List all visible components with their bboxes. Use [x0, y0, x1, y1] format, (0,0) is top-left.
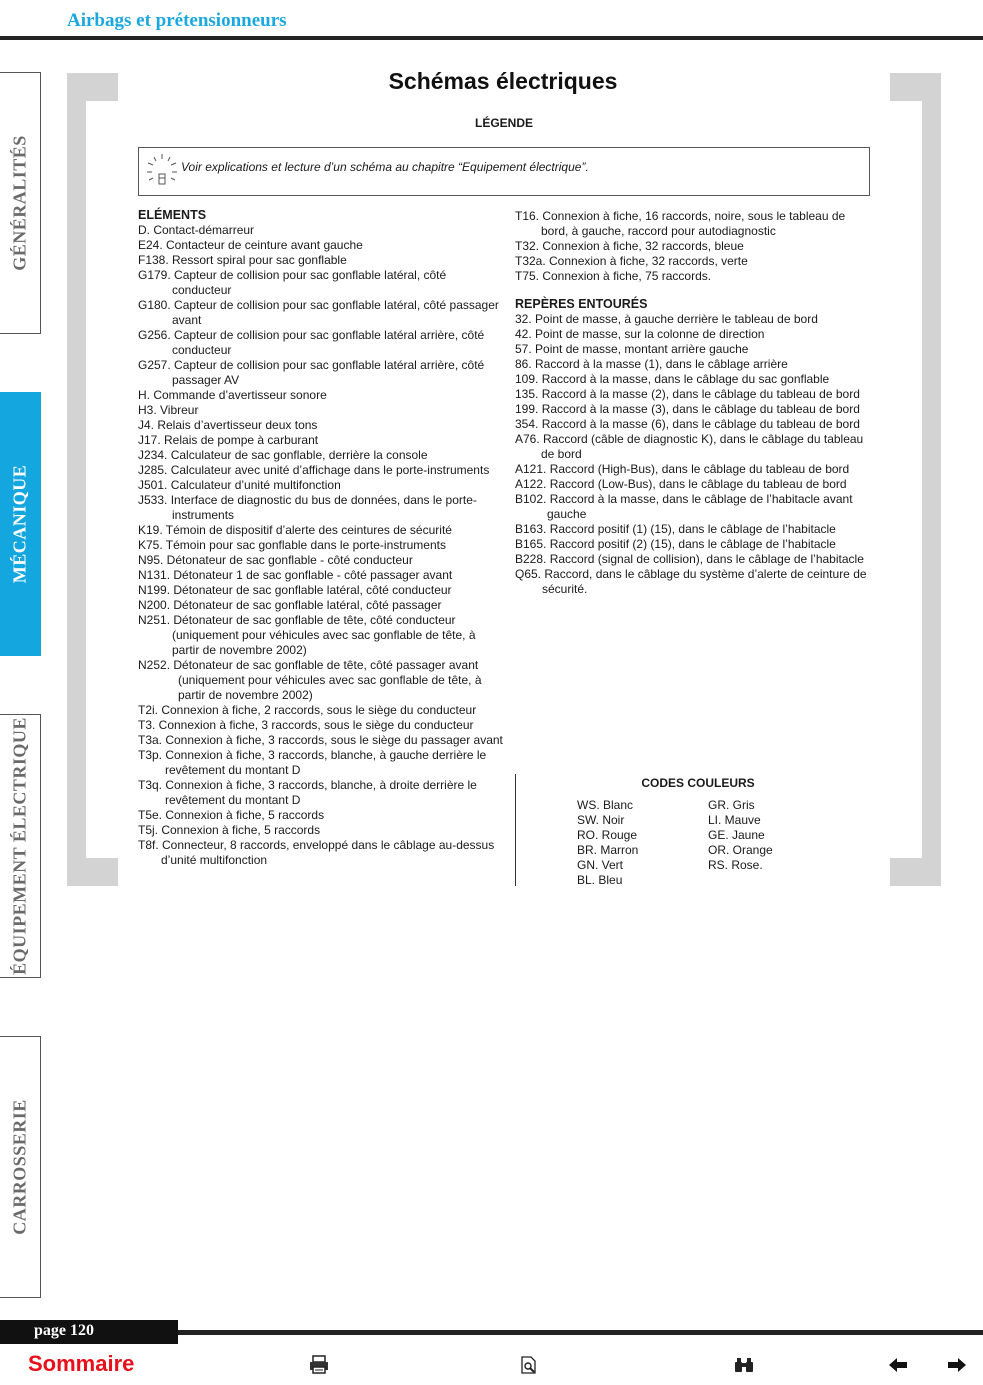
list-item: 135. Raccord à la masse (2), dans le câblage du tableau de bord — [515, 387, 860, 401]
frame-left-bar — [67, 73, 86, 886]
list-item: N252. Détonateur de sac gonflable de tête, côté passager avant (uniquement pour véhicules avec sac gonflable de tête, à partir de novembre 2002) — [138, 658, 482, 702]
list-item: H3. Vibreur — [138, 403, 199, 417]
color-code: SW. Noir — [577, 813, 625, 827]
lightbulb-icon — [145, 152, 179, 188]
list-item: J17. Relais de pompe à carburant — [138, 433, 319, 447]
list-item: 109. Raccord à la masse, dans le câblage du sac gonflable — [515, 372, 830, 386]
header-rule — [0, 36, 983, 40]
list-item: B165. Raccord positif (2) (15), dans le câblage de l’habitacle — [515, 537, 836, 551]
list-item: H. Commande d’avertisseur sonore — [138, 388, 327, 402]
list-item: T3p. Connexion à fiche, 3 raccords, blanche, à gauche derrière le revêtement du montant D — [138, 748, 487, 777]
list-item: T16. Connexion à fiche, 16 raccords, noire, sous le tableau de bord, à gauche, raccord pour autodiagnostic — [515, 209, 846, 238]
frame-right-bar — [922, 73, 941, 886]
list-item: K19. Témoin de dispositif d’alerte des ceintures de sécurité — [138, 523, 452, 537]
tab-equipement-electrique-label: ÉQUIPEMENT ÉLECTRIQUE — [9, 717, 30, 975]
list-item: N200. Détonateur de sac gonflable latéral, côté passager — [138, 598, 442, 612]
color-code: GR. Gris — [708, 798, 755, 812]
tab-mecanique-label: MÉCANIQUE — [9, 464, 30, 584]
list-item: T32a. Connexion à fiche, 32 raccords, verte — [515, 254, 748, 268]
list-item: 57. Point de masse, montant arrière gauche — [515, 342, 749, 356]
color-code: LI. Mauve — [708, 813, 761, 827]
list-item: 354. Raccord à la masse (6), dans le câblage du tableau de bord — [515, 417, 860, 431]
frame-left-bottom-arm — [86, 858, 118, 886]
color-code: GE. Jaune — [708, 828, 765, 842]
color-code: GN. Vert — [577, 858, 624, 872]
list-item: T8f. Connecteur, 8 raccords, enveloppé dans le câblage au-dessus d’unité multifonction — [138, 838, 495, 867]
sommaire-link[interactable]: Sommaire — [28, 1351, 135, 1376]
list-item: N95. Détonateur de sac gonflable - côté conducteur — [138, 553, 413, 567]
legend-heading: LÉGENDE — [474, 116, 533, 130]
tab-carrosserie-label: CARROSSERIE — [9, 1099, 30, 1235]
list-item: J234. Calculateur de sac gonflable, derrière la console — [138, 448, 428, 462]
color-code: BL. Bleu — [577, 873, 623, 887]
page-number-bar — [0, 1320, 178, 1344]
color-code: BR. Marron — [577, 843, 639, 857]
list-item: F138. Ressort spiral pour sac gonflable — [138, 253, 347, 267]
list-item: N251. Détonateur de sac gonflable de tête, côté conducteur (uniquement pour véhicules avec sac gonflable de tête, à partir de novembre 2002) — [138, 613, 476, 657]
color-code: RO. Rouge — [577, 828, 638, 842]
list-item: T32. Connexion à fiche, 32 raccords, bleue — [515, 239, 744, 253]
binoculars-icon[interactable] — [733, 1354, 755, 1376]
tab-generalites-label: GÉNÉRALITÉS — [9, 135, 30, 271]
list-item: G179. Capteur de collision pour sac gonflable latéral, côté conducteur — [138, 268, 447, 297]
list-item: Q65. Raccord, dans le câblage du système d’alerte de ceinture de sécurité. — [515, 567, 867, 596]
list-item: T3. Connexion à fiche, 3 raccords, sous le siège du conducteur — [138, 718, 474, 732]
list-item: B163. Raccord positif (1) (15), dans le câblage de l’habitacle — [515, 522, 836, 536]
tab-equipement-electrique[interactable] — [0, 714, 41, 978]
footer-rule — [178, 1330, 983, 1335]
codes-left-list — [577, 798, 638, 888]
list-item: J533. Interface de diagnostic du bus de données, dans le porte-instruments — [138, 493, 477, 522]
frame-right-bottom-arm — [890, 858, 922, 886]
list-item: T3q. Connexion à fiche, 3 raccords, blanche, à droite derrière le revêtement du montant D — [138, 778, 477, 807]
list-item: 32. Point de masse, à gauche derrière le tableau de bord — [515, 312, 818, 326]
spacer — [515, 284, 867, 297]
list-item: A121. Raccord (High-Bus), dans le câblage du tableau de bord — [515, 462, 850, 476]
list-item: G256. Capteur de collision pour sac gonflable latéral arrière, côté conducteur — [138, 328, 485, 357]
running-header-title: Airbags et prétensionneurs — [67, 10, 287, 31]
list-item: J285. Calculateur avec unité d’affichage dans le porte-instruments — [138, 463, 490, 477]
note-box — [138, 147, 870, 196]
list-item: J4. Relais d’avertisseur deux tons — [138, 418, 318, 432]
reperes-heading: REPÈRES ENTOURÉS — [515, 297, 648, 311]
page-title: Schémas électriques — [388, 68, 618, 94]
list-item: T3a. Connexion à fiche, 3 raccords, sous le siège du passager avant — [138, 733, 503, 747]
list-item: T5j. Connexion à fiche, 5 raccords — [138, 823, 321, 837]
list-item: G180. Capteur de collision pour sac gonflable latéral, côté passager avant — [138, 298, 499, 327]
list-item: B102. Raccord à la masse, dans le câblage de l’habitacle avant gauche — [515, 492, 853, 521]
color-code: RS. Rose. — [708, 858, 763, 872]
list-item: E24. Contacteur de ceinture avant gauche — [138, 238, 363, 252]
right-column — [515, 209, 867, 597]
codes-divider — [515, 774, 516, 886]
list-item: A76. Raccord (câble de diagnostic K), dans le câblage du tableau de bord — [515, 432, 864, 461]
print-icon[interactable] — [308, 1354, 330, 1376]
list-item: K75. Témoin pour sac gonflable dans le porte-instruments — [138, 538, 446, 552]
list-item: G257. Capteur de collision pour sac gonflable latéral arrière, côté passager AV — [138, 358, 485, 387]
elements-column — [138, 208, 503, 868]
elements-heading: ELÉMENTS — [138, 208, 207, 222]
tab-generalites[interactable] — [0, 72, 41, 334]
list-item: 42. Point de masse, sur la colonne de direction — [515, 327, 765, 341]
list-item: 86. Raccord à la masse (1), dans le câblage arrière — [515, 357, 788, 371]
list-item: D. Contact-démarreur — [138, 223, 255, 237]
list-item: B228. Raccord (signal de collision), dans le câblage de l’habitacle — [515, 552, 864, 566]
list-item: N131. Détonateur 1 de sac gonflable - côté passager avant — [138, 568, 453, 582]
color-code: WS. Blanc — [577, 798, 634, 812]
arrow-left-icon[interactable] — [887, 1354, 909, 1376]
list-item: N199. Détonateur de sac gonflable latéral, côté conducteur — [138, 583, 452, 597]
codes-right-list — [708, 798, 773, 873]
arrow-right-icon[interactable] — [946, 1354, 968, 1376]
codes-couleurs-heading: CODES COULEURS — [641, 776, 755, 790]
tab-carrosserie[interactable] — [0, 1036, 41, 1298]
list-item: T5e. Connexion à fiche, 5 raccords — [138, 808, 325, 822]
list-item: J501. Calculateur d’unité multifonction — [138, 478, 341, 492]
page-number: page 120 — [34, 1322, 94, 1339]
list-item: A122. Raccord (Low-Bus), dans le câblage du tableau de bord — [515, 477, 847, 491]
list-item: T75. Connexion à fiche, 75 raccords. — [515, 269, 712, 283]
zoom-page-icon[interactable] — [518, 1354, 540, 1376]
list-item: T2i. Connexion à fiche, 2 raccords, sous le siège du conducteur — [138, 703, 477, 717]
list-item: 199. Raccord à la masse (3), dans le câblage du tableau de bord — [515, 402, 860, 416]
note-text: Voir explications et lecture d’un schéma au chapitre “Equipement électrique”. — [181, 160, 589, 174]
color-code: OR. Orange — [708, 843, 773, 857]
tab-mecanique[interactable] — [0, 392, 41, 656]
